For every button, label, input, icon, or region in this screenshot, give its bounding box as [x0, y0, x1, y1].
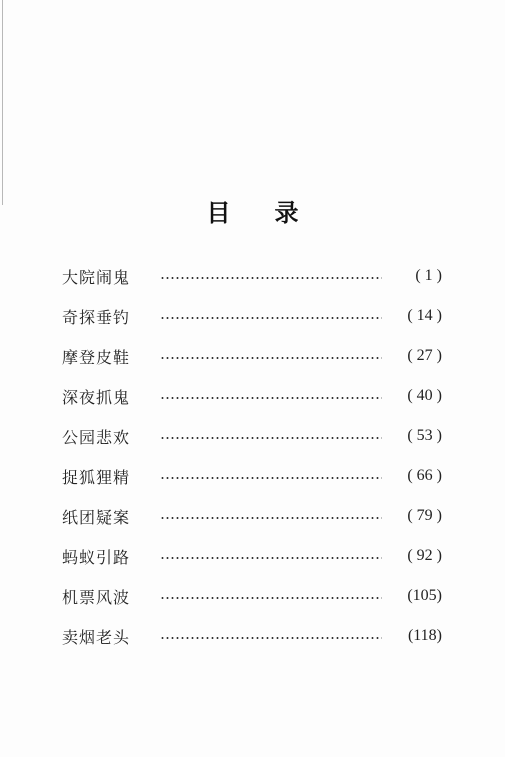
toc-entry[interactable] [62, 536, 442, 576]
toc-entry-page: ( 92 ) [407, 547, 442, 564]
toc-entry-page: ( 79 ) [407, 507, 442, 524]
toc-entry-page: ( 1 ) [415, 267, 442, 284]
title-char-2: 录 [274, 198, 299, 227]
toc-entry[interactable] [62, 296, 442, 336]
toc-entry-title: 摩登皮鞋 [62, 347, 131, 367]
toc-entry-title: 奇探垂钓 [62, 307, 131, 327]
toc-entry[interactable] [62, 616, 442, 656]
toc-entry[interactable] [62, 576, 442, 616]
page-title [0, 193, 505, 228]
toc-entry-page: ( 14 ) [407, 307, 442, 324]
dot-leader [160, 597, 382, 599]
dot-leader [160, 317, 382, 319]
dot-leader [160, 437, 382, 439]
dot-leader [160, 637, 382, 639]
toc-entry-title: 蚂蚁引路 [62, 547, 131, 567]
table-of-contents [62, 256, 442, 656]
toc-entry[interactable] [62, 456, 442, 496]
dot-leader [160, 477, 382, 479]
toc-entry[interactable] [62, 416, 442, 456]
toc-entry-title: 卖烟老头 [62, 627, 131, 647]
toc-entry[interactable] [62, 256, 442, 296]
toc-entry[interactable] [62, 376, 442, 416]
dot-leader [160, 557, 382, 559]
title-char-1: 目 [206, 198, 231, 227]
toc-entry[interactable] [62, 496, 442, 536]
scan-edge-line [2, 0, 3, 205]
toc-entry-title: 大院闹鬼 [62, 267, 131, 287]
toc-entry-title: 纸团疑案 [62, 507, 131, 527]
dot-leader [160, 357, 382, 359]
dot-leader [160, 397, 382, 399]
toc-entry-title: 深夜抓鬼 [62, 387, 131, 407]
dot-leader [160, 517, 382, 519]
dot-leader [160, 277, 382, 279]
toc-entry-page: (105) [407, 587, 442, 604]
toc-entry-page: ( 40 ) [407, 387, 442, 404]
toc-entry-title: 机票风波 [62, 587, 131, 607]
toc-entry-page: (118) [407, 627, 442, 644]
toc-entry-page: ( 27 ) [407, 347, 442, 364]
toc-entry-title: 捉狐狸精 [62, 467, 131, 487]
toc-entry-title: 公园悲欢 [62, 427, 131, 447]
toc-entry-page: ( 53 ) [407, 427, 442, 444]
toc-entry-page: ( 66 ) [407, 467, 442, 484]
toc-entry[interactable] [62, 336, 442, 376]
